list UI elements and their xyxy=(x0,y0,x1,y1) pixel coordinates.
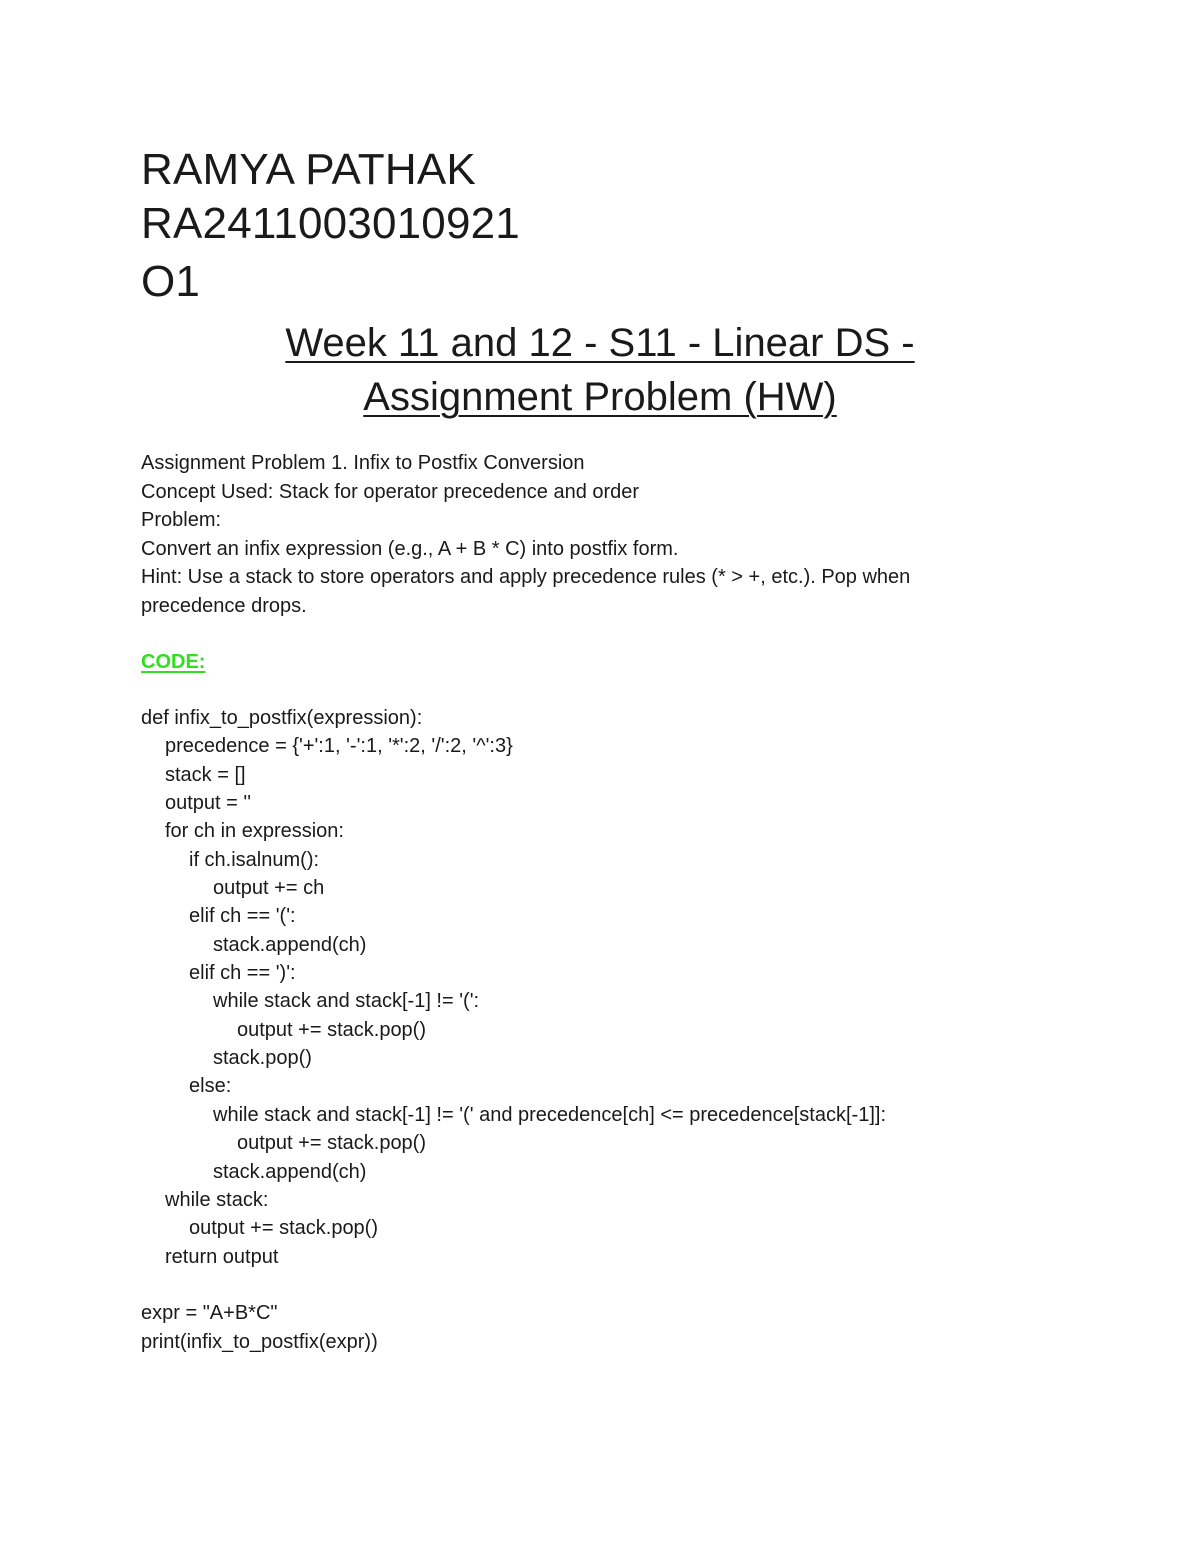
code-line: while stack: xyxy=(165,1188,269,1211)
code-line: output += stack.pop() xyxy=(237,1132,427,1155)
code-line: output += stack.pop() xyxy=(189,1217,379,1240)
concept-used: Concept Used: Stack for operator precedence and order xyxy=(141,480,640,503)
hint-line-2: precedence drops. xyxy=(141,594,307,617)
code-line: output += stack.pop() xyxy=(237,1018,427,1041)
code-line: output += ch xyxy=(213,877,325,900)
code-line: precedence = {'+':1, '-':1, '*':2, '/':2, '^':3} xyxy=(165,735,513,758)
problem-label: Problem: xyxy=(141,509,222,531)
code-line: elif ch == '(': xyxy=(189,905,296,928)
code-line: while stack and stack[-1] != '(': xyxy=(213,990,480,1013)
code-line: output = '' xyxy=(165,792,252,815)
code-line-blank xyxy=(141,1271,1091,1299)
code-line: print(infix_to_postfix(expr)) xyxy=(141,1330,378,1353)
code-line: if ch.isalnum(): xyxy=(189,848,320,871)
problem-heading: Assignment Problem 1. Infix to Postfix Conversion xyxy=(141,452,585,474)
code-block xyxy=(141,704,1091,1356)
code-line: expr = "A+B*C" xyxy=(141,1302,278,1325)
problem-statement: Convert an infix expression (e.g., A + B * C) into postfix form. xyxy=(141,537,679,560)
code-line: elif ch == ')': xyxy=(189,962,296,985)
document-title-line-2: Assignment Problem (HW) xyxy=(363,375,837,419)
code-line: stack.append(ch) xyxy=(213,933,367,956)
problem-description xyxy=(141,449,1041,620)
document-title-line-1: Week 11 and 12 - S11 - Linear DS - xyxy=(285,321,915,365)
hint-line-1: Hint: Use a stack to store operators and apply precedence rules (* > +, etc.). Pop when xyxy=(141,566,911,588)
registration-number: RA2411003010921 xyxy=(141,199,520,248)
section-code: O1 xyxy=(141,257,201,306)
student-name: RAMYA PATHAK xyxy=(141,145,476,194)
code-line: stack.append(ch) xyxy=(213,1160,367,1183)
code-line: while stack and stack[-1] != '(' and precedence[ch] <= precedence[stack[-1]]: xyxy=(213,1103,886,1126)
code-line: stack.pop() xyxy=(213,1047,312,1070)
code-line: return output xyxy=(165,1245,279,1268)
document-title xyxy=(0,316,1200,424)
code-line: for ch in expression: xyxy=(165,820,344,843)
code-line: stack = [] xyxy=(165,763,246,786)
code-line: else: xyxy=(189,1075,232,1098)
code-line: def infix_to_postfix(expression): xyxy=(141,707,423,729)
code-label: CODE: xyxy=(141,651,206,673)
